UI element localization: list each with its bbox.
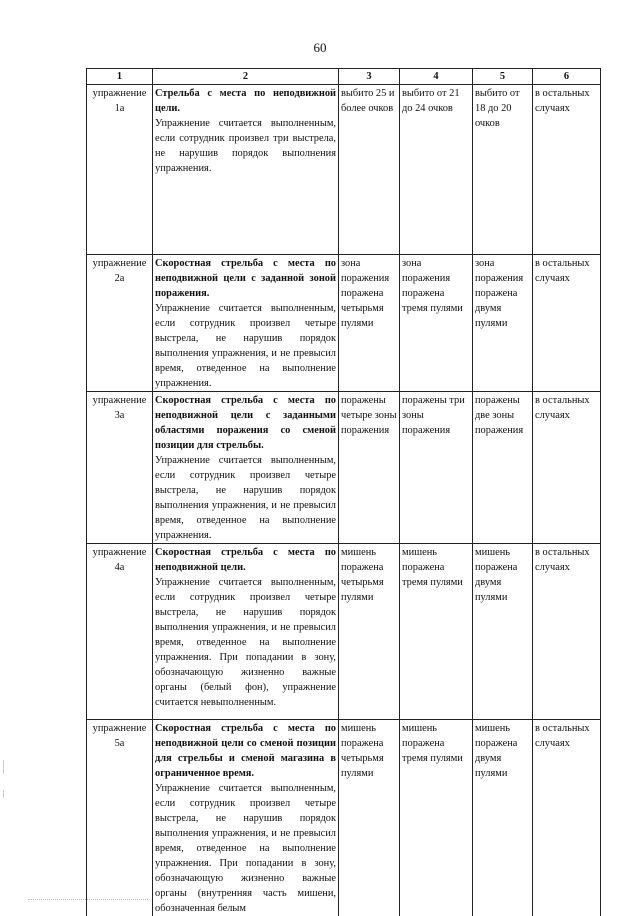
exercise-code: 3а [89, 408, 150, 423]
exercise-label-word: упражнение [89, 256, 150, 271]
table-row [87, 392, 601, 544]
exercise-title: Скоростная стрельба с места по неподвижной цели с заданной зоной поражения. [155, 256, 336, 301]
exercise-text-cell [153, 392, 339, 544]
criterion-text: в остальных случаях [535, 545, 598, 575]
criterion-text: в остальных случаях [535, 256, 598, 286]
criterion-text: выбито от 18 до 20 очков [475, 86, 530, 131]
scan-margin-mark [3, 790, 4, 798]
grade-cell-5 [473, 255, 533, 392]
exercise-label-cell [87, 85, 153, 255]
scan-margin-mark [3, 760, 4, 774]
page-number: 60 [0, 40, 640, 56]
exercise-label-word: упражнение [89, 393, 150, 408]
criterion-text: в остальных случаях [535, 393, 598, 423]
grade-cell-4 [400, 85, 473, 255]
grade-cell-5 [473, 85, 533, 255]
criterion-text: мишень поражена двумя пулями [475, 721, 530, 781]
grade-cell-3 [339, 544, 400, 720]
exercise-label-word: упражнение [89, 545, 150, 560]
exercise-label-cell [87, 392, 153, 544]
header-cell: 4 [400, 69, 473, 85]
exercise-text-cell [153, 720, 339, 916]
header-cell: 1 [87, 69, 153, 85]
grade-cell-4 [400, 255, 473, 392]
header-cell: 2 [153, 69, 339, 85]
scan-footer-dots [28, 899, 148, 902]
header-cell: 6 [533, 69, 601, 85]
criterion-text: зона поражения поражена тремя пулями [402, 256, 470, 316]
exercise-label-word: упражнение [89, 721, 150, 736]
exercise-title: Скоростная стрельба с места по неподвижной цели с заданными областями поражения со сменой позиции для стрельбы. [155, 393, 336, 453]
exercise-title: Скоростная стрельба с места по неподвижной цели. [155, 545, 336, 575]
table-header-row [87, 69, 601, 85]
exercise-code: 1а [89, 101, 150, 116]
exercise-description: Упражнение считается выполненным, если сотрудник произвел четыре выстрела, не нарушив порядок выполнения упражнения, и не превысил время, отведенное на выполнение упражнения. При попадании в зону, обозначающую жизненно важные органы (белый фон), упражнение считается невыполненным. [155, 575, 336, 710]
grade-cell-3 [339, 392, 400, 544]
exercise-code: 4а [89, 560, 150, 575]
exercise-label-word: упражнение [89, 86, 150, 101]
criterion-text: выбито от 21 до 24 очков [402, 86, 470, 116]
criterion-text: поражены три зоны поражения [402, 393, 470, 438]
exercise-description: Упражнение считается выполненным, если сотрудник произвел четыре выстрела, не нарушив порядок выполнения упражнения, и не превысил время, отведенное на выполнение упражнения. [155, 301, 336, 391]
exercise-title: Стрельба с места по неподвижной цели. [155, 86, 336, 116]
header-cell: 3 [339, 69, 400, 85]
criterion-text: мишень поражена четырьмя пулями [341, 545, 397, 605]
grade-cell-4 [400, 720, 473, 916]
grade-cell-3 [339, 720, 400, 916]
grade-cell-6 [533, 544, 601, 720]
table-row [87, 720, 601, 916]
grade-cell-4 [400, 544, 473, 720]
exercise-label-cell [87, 720, 153, 916]
exercise-description: Упражнение считается выполненным, если сотрудник произвел три выстрела, не нарушив порядок выполнения упражнения. [155, 116, 336, 176]
criterion-text: мишень поражена тремя пулями [402, 545, 470, 590]
criterion-text: мишень поражена двумя пулями [475, 545, 530, 605]
grade-cell-6 [533, 720, 601, 916]
table-row [87, 544, 601, 720]
header-cell: 5 [473, 69, 533, 85]
criterion-text: мишень поражена четырьмя пулями [341, 721, 397, 781]
exercise-text-cell [153, 255, 339, 392]
grade-cell-5 [473, 392, 533, 544]
criterion-text: в остальных случаях [535, 721, 598, 751]
grade-cell-6 [533, 392, 601, 544]
grade-cell-6 [533, 255, 601, 392]
criterion-text: в остальных случаях [535, 86, 598, 116]
exercise-text-cell [153, 85, 339, 255]
exercise-table [86, 68, 601, 916]
criterion-text: зона поражения поражена двумя пулями [475, 256, 530, 331]
table-row [87, 255, 601, 392]
exercise-description: Упражнение считается выполненным, если сотрудник произвел четыре выстрела, не нарушив порядок выполнения упражнения, и не превысил время, отведенное на выполнение упражнения. При попадании в зону, обозначающую жизненно важные органы (внутренняя часть мишени, обозначенная белым [155, 781, 336, 916]
grade-cell-5 [473, 544, 533, 720]
exercise-title: Скоростная стрельба с места по неподвижной цели со сменой позиции для стрельбы и сменой магазина в ограниченное время. [155, 721, 336, 781]
criterion-text: поражены четыре зоны поражения [341, 393, 397, 438]
exercise-label-cell [87, 255, 153, 392]
exercise-label-cell [87, 544, 153, 720]
exercise-text-cell [153, 544, 339, 720]
criterion-text: поражены две зоны поражения [475, 393, 530, 438]
table-row [87, 85, 601, 255]
exercise-code: 2а [89, 271, 150, 286]
grade-cell-3 [339, 255, 400, 392]
grade-cell-3 [339, 85, 400, 255]
criterion-text: выбито 25 и более очков [341, 86, 397, 116]
grade-cell-5 [473, 720, 533, 916]
grade-cell-6 [533, 85, 601, 255]
exercise-description: Упражнение считается выполненным, если сотрудник произвел четыре выстрела, не нарушив порядок выполнения упражнения, и не превысил время, отведенное на выполнение упражнения. [155, 453, 336, 543]
grade-cell-4 [400, 392, 473, 544]
criterion-text: мишень поражена тремя пулями [402, 721, 470, 766]
exercise-code: 5а [89, 736, 150, 751]
criterion-text: зона поражения поражена четырьмя пулями [341, 256, 397, 331]
